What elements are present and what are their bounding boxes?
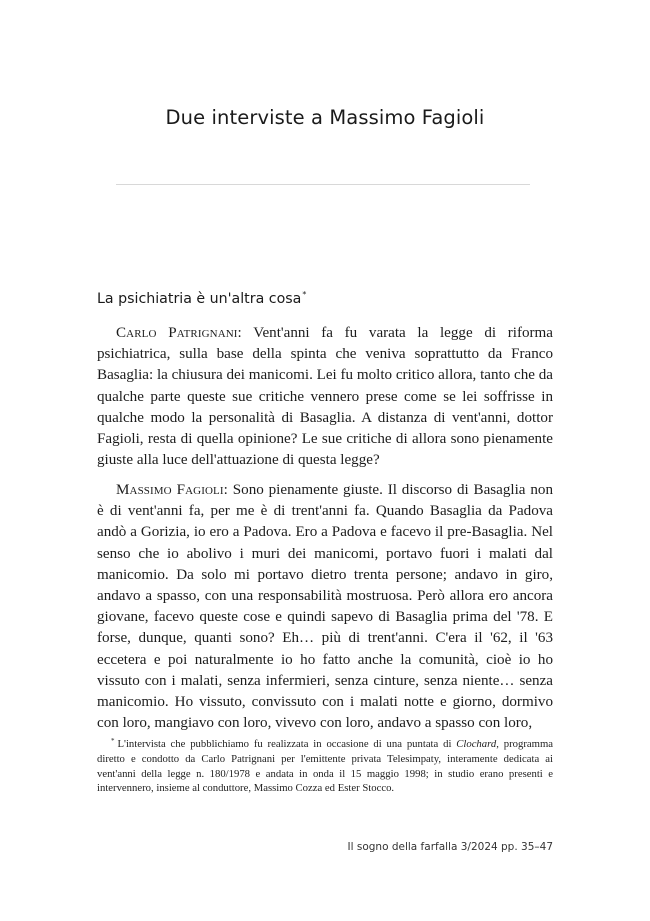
paragraph-text: Vent'anni fa fu varata la legge di riforma psichiatrica, sulla base della spinta che veniva soprattutto da Franco Basaglia: la chiusura dei manicomi. Lei fu molto critico allora, tanto che da qualche parte queste sue critiche vennero prese come se lei soffrisse in qualche modo la personalità di Basaglia. A distanza di vent'anni, dottor Fagioli, resta di quella opinione? Le sue critiche di allora sono pienamente giuste alla luce dell'attuazione di questa legge? [97,325,554,469]
chapter-title: Due interviste a Massimo Fagioli [165,106,485,129]
program-title: Clochard [456,738,497,750]
journal-citation: Il sogno della farfalla 3/2024 pp. 35–47 [347,841,553,853]
title-divider [116,184,530,185]
footnote-reference[interactable]: * [302,290,307,299]
footnote-marker: * [111,737,115,745]
speaker-name: Carlo Patrignani: [116,325,242,341]
footnote-text-after: , programma diretto e condotto da Carlo Patrignani per l'emittente privata Telesimpaty, interamente dedicata ai vent'anni della legge n. 180/1978 e andata in onda il 15 maggio 1998; in studio erano presenti e intervennero, insieme al conduttore, Massimo Cozza ed Ester Stocco. [97,738,553,795]
interview-paragraph [97,323,553,471]
interview-paragraph [97,480,553,734]
footnote [97,734,553,796]
paragraph-text: Sono pienamente giuste. Il discorso di Basaglia non è di vent'anni fa, per me è di trent'anni fa. Quando Basaglia da Padova andò a Gorizia, io ero a Padova. Ero a Padova e facevo il pre-Basaglia. Nel senso che io abolivo i muri dei manicomi, portavo fuori i malati dal manicomio. Da solo mi portavo dietro trenta persone; andavo in giro, andavo a spasso, con una responsabilità mostruosa. Però allora ero ancora giovane, facevo queste cose e quindi sapevo di Basaglia prima del '78. E forse, dunque, quanti sono? Eh… più di trent'anni. C'era il '62, il '63 eccetera e poi naturalmente io ho fatto anche la comunità, cioè io ho vissuto con i malati, senza infermieri, senza cinture, senza niente… senza manicomio. Ho vissuto, convissuto con i malati notte e giorno, dormivo con loro, mangiavo con loro, vivevo con loro, andavo a spasso con loro, [97,482,554,732]
section-heading [97,290,306,307]
section-heading-text: La psichiatria è un'altra cosa [97,291,302,307]
footnote-text-before: L'intervista che pubblichiamo fu realizzata in occasione di una puntata di [117,738,457,750]
speaker-name: Massimo Fagioli: [116,482,228,498]
